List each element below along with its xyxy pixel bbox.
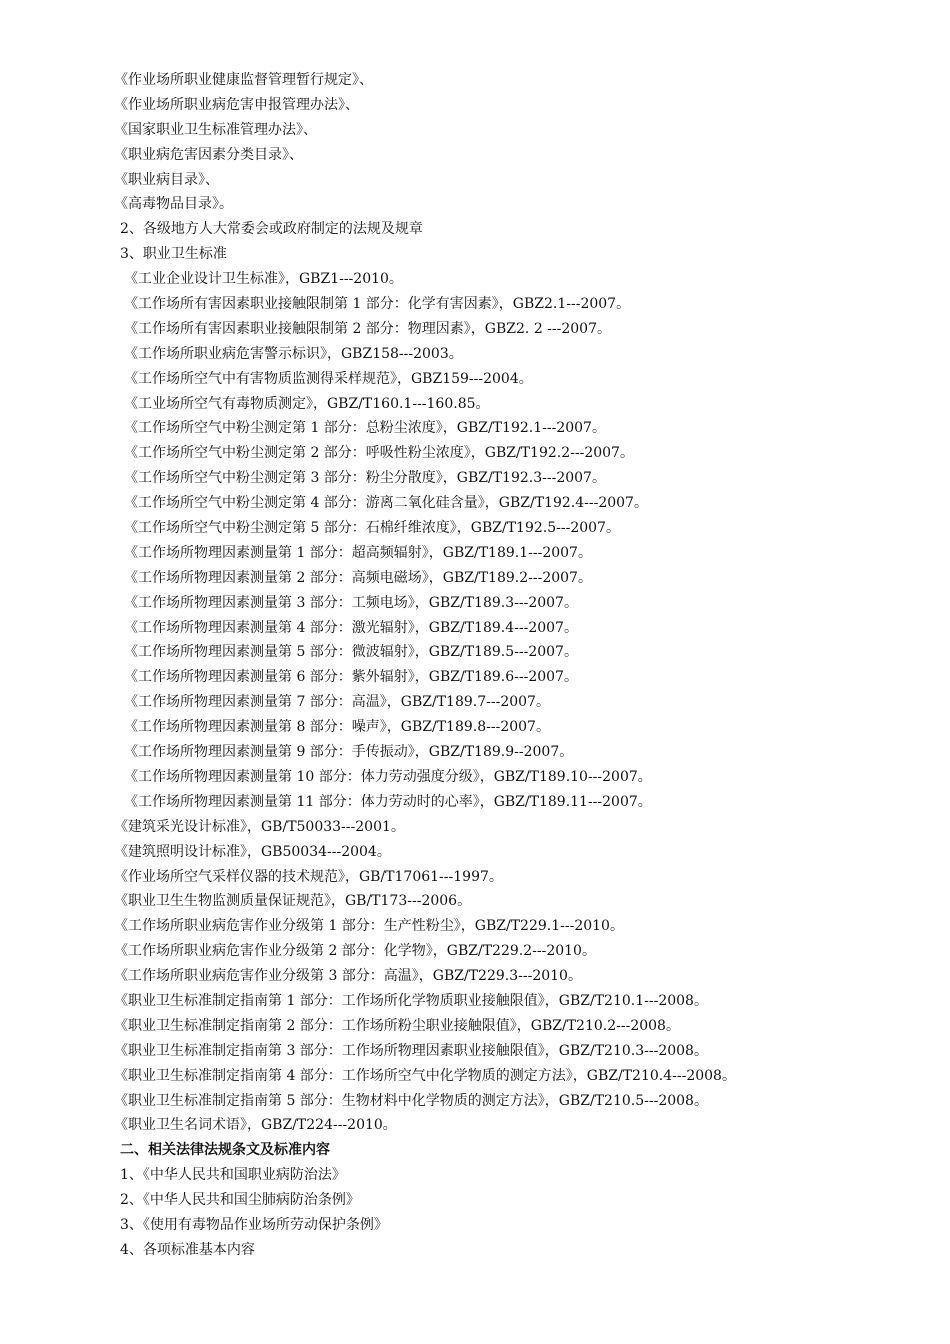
standard-item: 《建筑采光设计标准》，GB/T50033---2001。 <box>114 818 405 835</box>
standard-item: 《职业卫生标准制定指南第 3 部分：工作场所物理因素职业接触限值》，GBZ/T210.3---2008。 <box>114 1042 708 1059</box>
section-heading-local-regulations: 2、各级地方人大常委会或政府制定的法规及规章 <box>120 221 423 238</box>
standard-item: 《工作场所职业病危害警示标识》，GBZ158---2003。 <box>124 345 463 362</box>
standard-item: 《工作场所物理因素测量第 2 部分：高频电磁场》，GBZ/T189.2---2007。 <box>124 569 592 586</box>
standard-item: 《工作场所空气中粉尘测定第 1 部分：总粉尘浓度》，GBZ/T192.1---2007。 <box>124 420 606 437</box>
standard-item: 《工作场所物理因素测量第 4 部分：激光辐射》，GBZ/T189.4---2007。 <box>124 619 578 636</box>
standard-item: 《工作场所物理因素测量第 8 部分：噪声》，GBZ/T189.8---2007。 <box>124 719 550 736</box>
standard-item: 《作业场所空气采样仪器的技术规范》，GB/T17061---1997。 <box>114 868 503 885</box>
standard-item: 《工作场所物理因素测量第 9 部分：手传振动》，GBZ/T189.9--2007。 <box>124 744 574 761</box>
standard-item: 《工作场所职业病危害作业分级第 1 部分：生产性粉尘》，GBZ/T229.1---2010。 <box>114 918 624 935</box>
standard-item: 《工作场所物理因素测量第 7 部分：高温》，GBZ/T189.7---2007。 <box>124 694 550 711</box>
regulation-line: 《作业场所职业病危害申报管理办法》、 <box>114 96 359 113</box>
regulation-line: 《作业场所职业健康监督管理暂行规定》、 <box>114 72 373 88</box>
regulation-line: 《职业病目录》、 <box>114 171 219 188</box>
law-item: 3、《使用有毒物品作业场所劳动保护条例》 <box>120 1216 388 1233</box>
standard-item: 《工作场所职业病危害作业分级第 3 部分：高温》，GBZ/T229.3---2010。 <box>114 968 582 985</box>
standard-item: 《建筑照明设计标准》，GB50034---2004。 <box>114 843 391 860</box>
regulation-line: 《高毒物品目录》。 <box>114 196 233 213</box>
standard-item: 《职业卫生标准制定指南第 1 部分：工作场所化学物质职业接触限值》，GBZ/T210.1---2008。 <box>114 992 708 1009</box>
part-two-heading: 二、相关法律法规条文及标准内容 <box>120 1142 330 1159</box>
standard-item: 《工作场所物理因素测量第 1 部分：超高频辐射》，GBZ/T189.1---2007。 <box>124 544 592 561</box>
standard-item: 《工作场所物理因素测量第 6 部分：紫外辐射》，GBZ/T189.6---2007。 <box>124 669 578 686</box>
standard-item: 《工作场所空气中有害物质监测得采样规范》，GBZ159---2004。 <box>124 370 533 387</box>
standard-item: 《职业卫生标准制定指南第 2 部分：工作场所粉尘职业接触限值》，GBZ/T210.2---2008。 <box>114 1017 680 1034</box>
standard-item: 《工作场所物理因素测量第 11 部分：体力劳动时的心率》，GBZ/T189.11---2007。 <box>124 793 652 810</box>
standard-item: 《工作场所空气中粉尘测定第 5 部分：石棉纤维浓度》，GBZ/T192.5---2007。 <box>124 520 620 537</box>
standard-item: 《工作场所有害因素职业接触限制第 1 部分：化学有害因素》，GBZ2.1---2007。 <box>124 296 631 313</box>
standard-item: 《职业卫生标准制定指南第 4 部分：工作场所空气中化学物质的测定方法》，GBZ/T210.4---2008。 <box>114 1067 736 1084</box>
law-item: 1、《中华人民共和国职业病防治法》 <box>120 1167 346 1184</box>
standard-item: 《工作场所职业病危害作业分级第 2 部分：化学物》，GBZ/T229.2---2010。 <box>114 943 596 960</box>
standard-item: 《职业卫生标准制定指南第 5 部分：生物材料中化学物质的测定方法》，GBZ/T210.5---2008。 <box>114 1092 708 1109</box>
law-item: 2、《中华人民共和国尘肺病防治条例》 <box>120 1192 360 1209</box>
standard-item: 《职业卫生名词术语》，GBZ/T224---2010。 <box>114 1117 397 1134</box>
section-heading-standards: 3、职业卫生标准 <box>120 246 227 263</box>
standard-item: 《工业场所空气有毒物质测定》，GBZ/T160.1---160.85。 <box>124 395 490 412</box>
regulation-line: 《国家职业卫生标准管理办法》、 <box>114 121 317 138</box>
standard-item: 《职业卫生生物监测质量保证规范》，GB/T173---2006。 <box>114 893 472 910</box>
standard-item: 《工作场所空气中粉尘测定第 2 部分：呼吸性粉尘浓度》，GBZ/T192.2---2007。 <box>124 445 634 462</box>
standard-item: 《工作场所物理因素测量第 5 部分：微波辐射》，GBZ/T189.5---2007。 <box>124 644 578 661</box>
law-item: 4、各项标准基本内容 <box>120 1241 255 1258</box>
standard-item: 《工作场所有害因素职业接触限制第 2 部分：物理因素》，GBZ2. 2 ---2007。 <box>124 320 611 337</box>
standard-item: 《工作场所空气中粉尘测定第 4 部分：游离二氧化硅含量》，GBZ/T192.4---2007。 <box>124 495 648 512</box>
standard-item: 《工业企业设计卫生标准》，GBZ1---2010。 <box>124 271 403 288</box>
regulation-line: 《职业病危害因素分类目录》、 <box>114 146 303 163</box>
document-page <box>0 68 950 1263</box>
standard-item: 《工作场所物理因素测量第 10 部分：体力劳动强度分级》，GBZ/T189.10---2007。 <box>124 768 652 785</box>
standards-list <box>0 267 950 1138</box>
standard-item: 《工作场所空气中粉尘测定第 3 部分：粉尘分散度》，GBZ/T192.3---2007。 <box>124 470 606 487</box>
standard-item: 《工作场所物理因素测量第 3 部分：工频电场》，GBZ/T189.3---2007。 <box>124 594 578 611</box>
